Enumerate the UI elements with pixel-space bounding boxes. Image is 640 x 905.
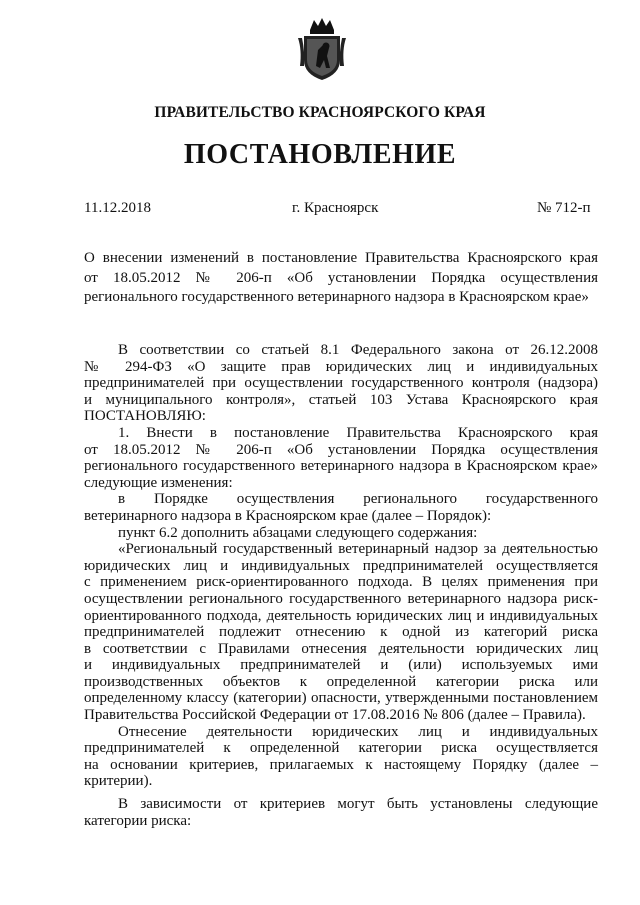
body-line: предпринимателей к определенной категории риска осуществляется [84, 740, 598, 757]
body-line: в соответствии с Правилами отнесения деятельности юридических лиц [84, 640, 598, 657]
body-line: на основании критериев, прилагаемых к настоящему Порядку (далее – [84, 756, 598, 773]
body-line: В соответствии со статьей 8.1 Федерального закона от 26.12.2008 [118, 342, 598, 358]
body-line: категории риска: [84, 812, 192, 829]
body-line: в Порядке осуществления регионального государственного [118, 491, 598, 508]
body-line: ветеринарного надзора в Красноярском крае (далее – Порядок): [84, 507, 492, 524]
body-line: определенному классу (категории) опасности, утвержденными постановлением [84, 690, 598, 707]
body-line: 1. Внести в постановление Правительства Красноярского края [118, 424, 598, 441]
body-line: № 294-ФЗ «О защите прав юридических лиц и индивидуальных [84, 358, 598, 375]
document-body [84, 342, 598, 829]
document-city: г. Красноярск [292, 200, 379, 216]
body-line: Отнесение деятельности юридических лиц и индивидуальных [118, 723, 598, 740]
krasnoyarsk-krai-coat-of-arms-icon [296, 16, 348, 82]
body-line: ориентированного подхода, деятельность юридических лиц и индивидуальных [84, 607, 598, 624]
body-line: и индивидуальных предпринимателей и (или) используемых ими [84, 657, 598, 674]
body-line: следующие изменения: [84, 474, 233, 491]
body-line: и муниципального контроля», статьей 103 Устава Красноярского края [84, 391, 598, 408]
body-line: критерии). [84, 773, 153, 790]
body-line: ПОСТАНОВЛЯЮ: [84, 408, 206, 425]
subject-line: регионального государственного ветеринарного надзора в Красноярском крае» [84, 289, 589, 305]
document-date: 11.12.2018 [84, 200, 151, 216]
body-line: осуществлении регионального государственного ветеринарного надзора риск- [84, 590, 598, 607]
organization-title: ПРАВИТЕЛЬСТВО КРАСНОЯРСКОГО КРАЯ [154, 104, 486, 121]
body-line: юридических лиц и индивидуальных предпринимателей осуществляется [84, 557, 598, 574]
body-line: «Региональный государственный ветеринарный надзор за деятельностью [118, 541, 598, 558]
body-line: от 18.05.2012 № 206-п «Об установлении Порядка осуществления [84, 441, 598, 458]
subject-line: от 18.05.2012 № 206-п «Об установлении Порядка осуществления [84, 269, 598, 286]
body-line: регионального государственного ветеринарного надзора в Красноярском крае» [84, 458, 598, 475]
document-number: № 712-п [537, 200, 591, 216]
body-line: производственных объектов к определенной категории риска или [84, 673, 598, 690]
subject-line: О внесении изменений в постановление Правительства Красноярского края [84, 250, 598, 266]
body-line: пункт 6.2 дополнить абзацами следующего содержания: [118, 524, 478, 541]
document-subject [84, 249, 598, 308]
document-type-title: ПОСТАНОВЛЕНИЕ [183, 139, 457, 170]
body-line: предпринимателей при осуществлении государственного контроля (надзора) [84, 375, 598, 392]
body-line: предпринимателей подлежит отнесению к одной из категорий риска [84, 624, 598, 641]
body-line: Правительства Российской Федерации от 17.08.2016 № 806 (далее – Правила). [84, 707, 586, 724]
body-line: с применением риск-ориентированного подхода. В целях применения при [84, 574, 598, 591]
body-line: В зависимости от критериев могут быть установлены следующие [118, 796, 598, 813]
